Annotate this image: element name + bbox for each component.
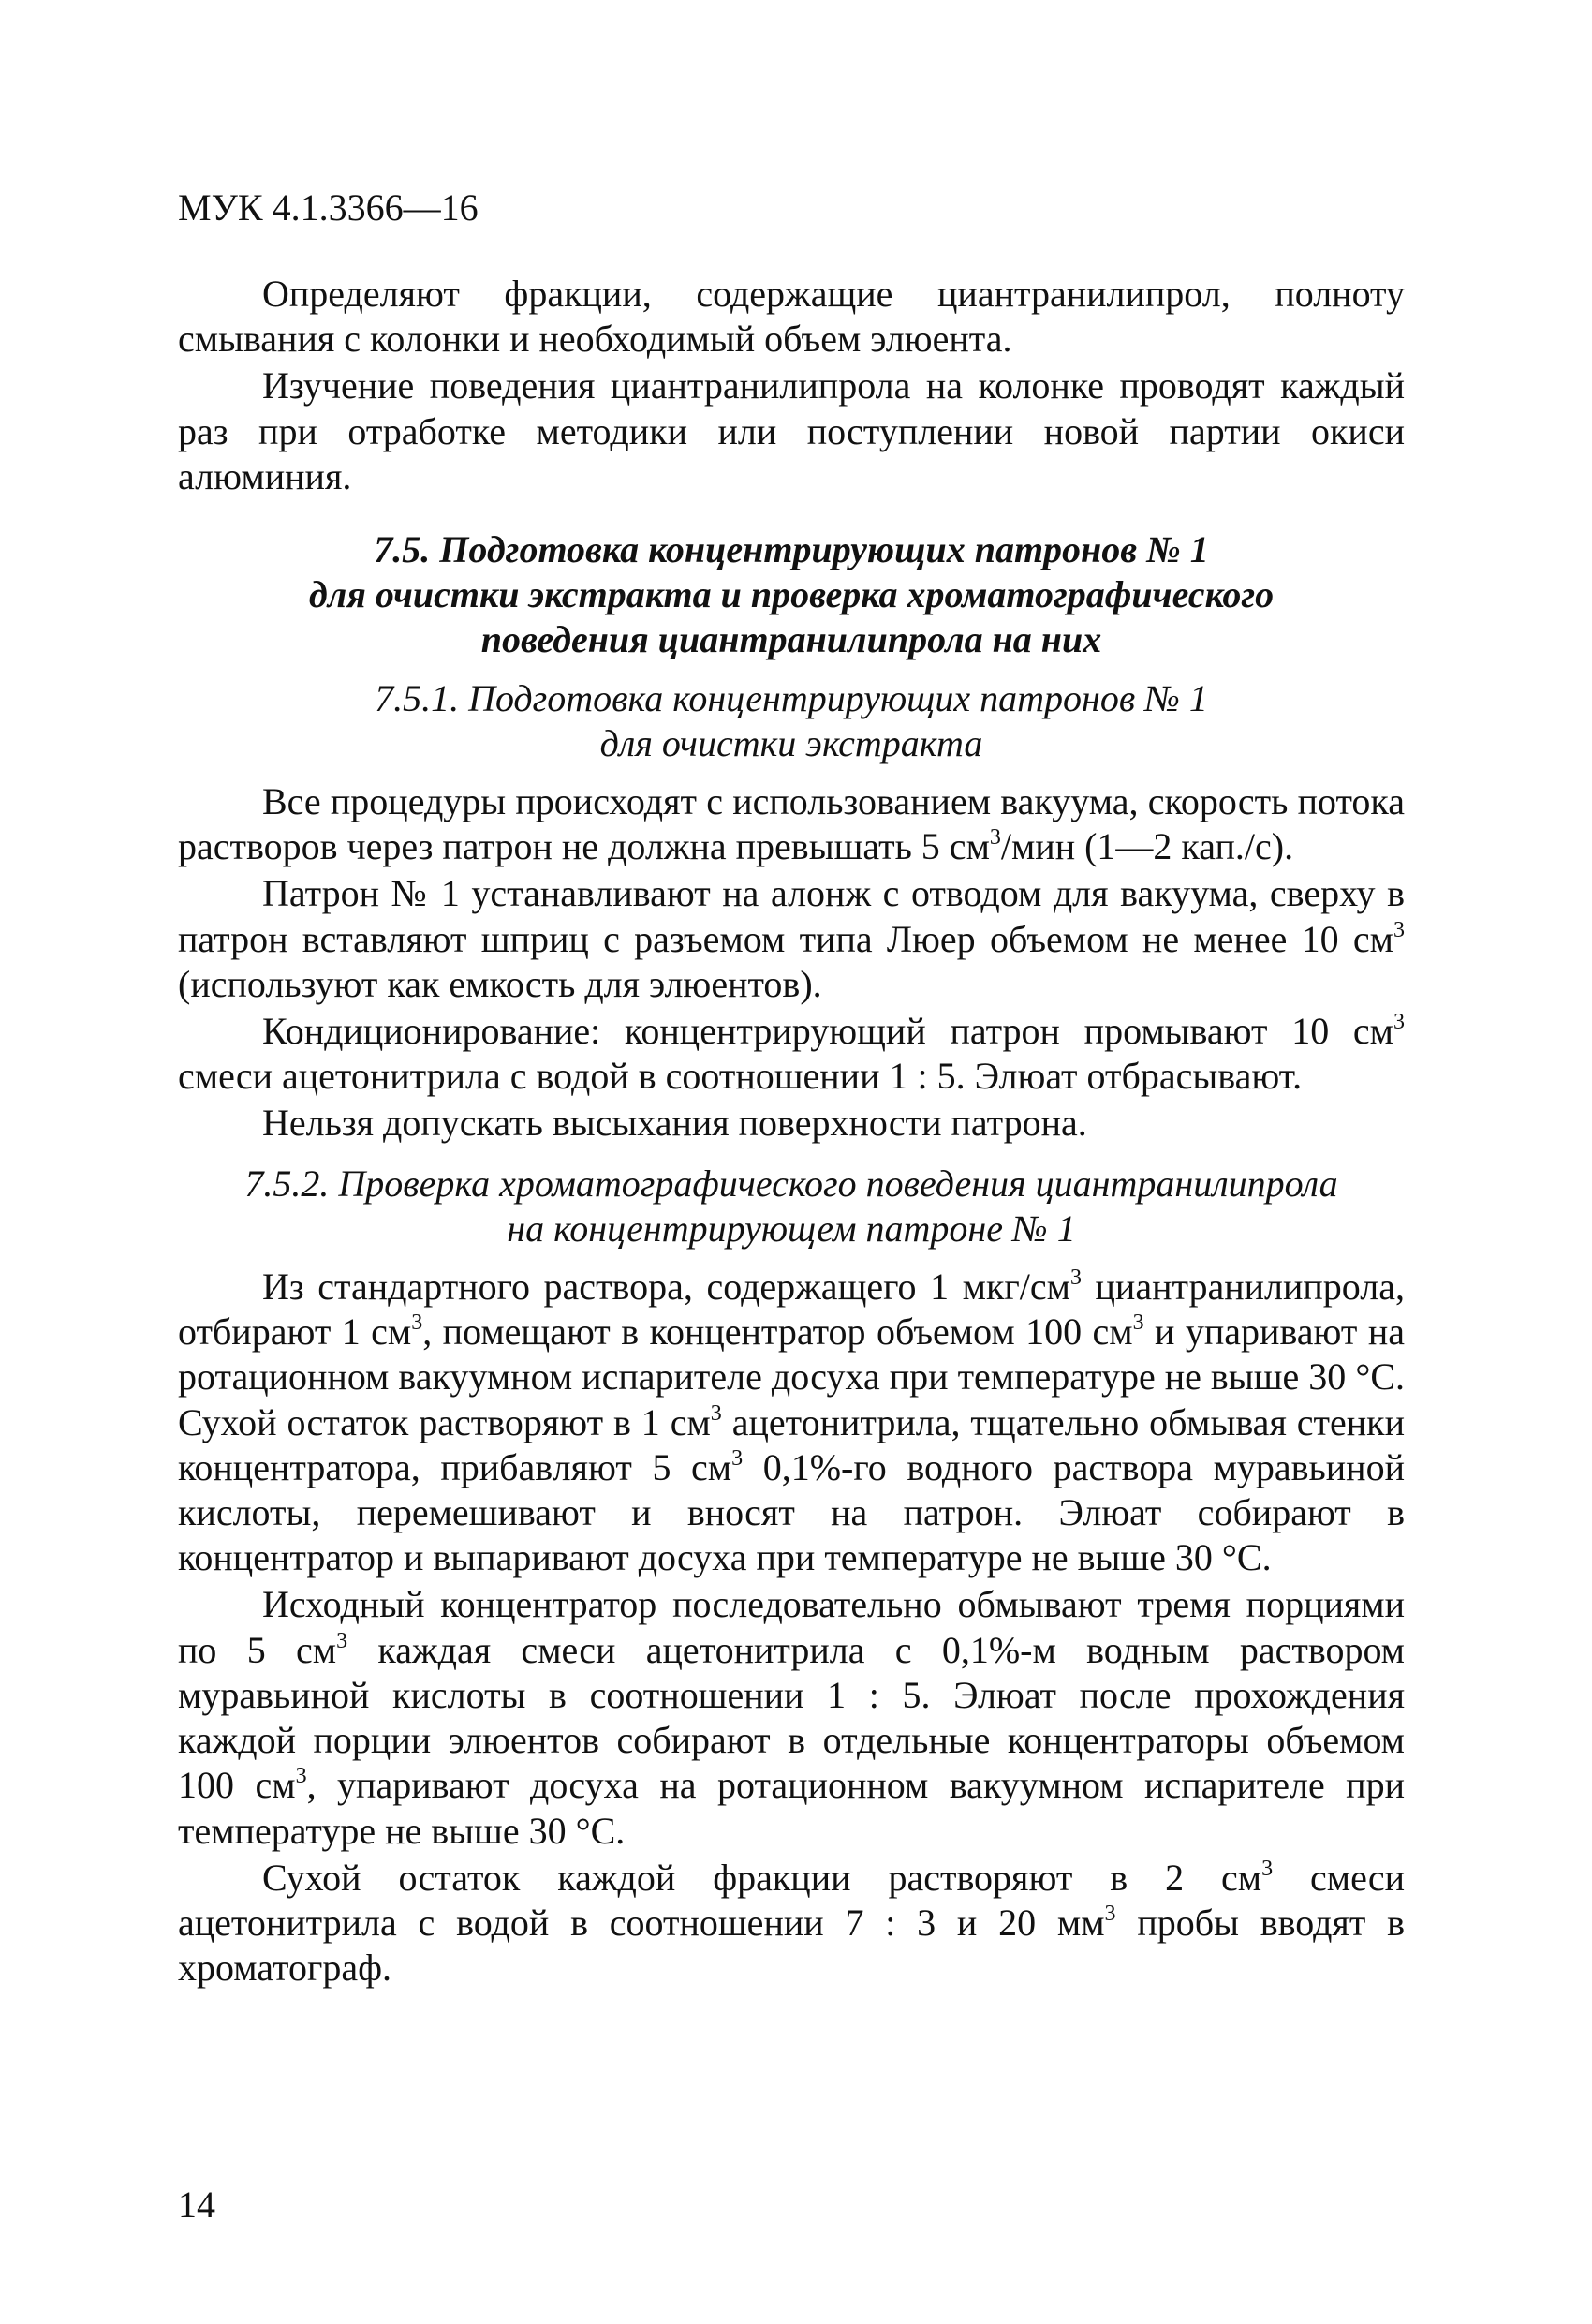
- heading-line: 7.5. Подготовка концентрирующих патронов № 1: [374, 528, 1209, 571]
- text-span: Из стандартного раствора, содержащего 1 мкг/см: [262, 1266, 1070, 1309]
- superscript: 3: [1261, 1856, 1274, 1881]
- text-span: ацетонитрила, тщательно обмывая стенки концентратора, прибавляют 5 см: [178, 1400, 1405, 1488]
- page-content: [178, 272, 1405, 1991]
- superscript: 3: [1393, 917, 1405, 942]
- paragraph-dissolving: [178, 1856, 1405, 1991]
- superscript: 3: [411, 1310, 423, 1336]
- paragraph-fractions: Определяют фракции, содержащие циантранилипрол, полноту смывания с колонки и необходимый объем элюента.: [178, 273, 1405, 361]
- text-span: , помещают в концентратор объемом 100 см: [422, 1310, 1133, 1354]
- text-span: смеси ацетонитрила с водой в соотношении 1 : 5. Элюат отбрасывают.: [178, 1055, 1303, 1098]
- heading-line: на концентрирующем патроне № 1: [507, 1206, 1076, 1250]
- text-span: Кондиционирование: концентрирующий патрон промывают 10 см: [262, 1010, 1393, 1053]
- text-span: /мин (1—2 кап./с).: [1000, 825, 1294, 868]
- text-span: 0,1%-го водного раствора муравьиной кислоты, перемешивают и вносят на патрон. Элюат собирают в концентратор и выпаривают досуха при температуре не выше 30 °С.: [178, 1445, 1405, 1579]
- document-code-header: МУК 4.1.3366—16: [178, 186, 479, 229]
- paragraph-conditioning: [178, 1009, 1405, 1099]
- heading-section-7-5: [178, 527, 1405, 663]
- heading-line: для очистки экстракта и проверка хроматографического: [308, 573, 1275, 616]
- text-span: , упаривают досуха на ротационном вакуумном испарителе при температуре не выше 30 °С.: [178, 1764, 1405, 1852]
- paragraph-vacuum-procedure: [178, 779, 1405, 869]
- superscript: 3: [1069, 1266, 1082, 1291]
- text-span: Сухой остаток каждой фракции растворяют в 2 см: [262, 1856, 1262, 1899]
- paragraph-no-drying: Нельзя допускать высыхания поверхности патрона.: [262, 1102, 1087, 1145]
- text-span: смеси ацетонитрила с водой в соотношении 7 : 3 и 20 мм: [178, 1856, 1405, 1944]
- superscript: 3: [295, 1764, 307, 1789]
- text-span: пробы вводят в хроматограф.: [178, 1901, 1405, 1990]
- superscript: 3: [710, 1400, 722, 1426]
- superscript: 3: [989, 825, 1001, 851]
- text-span: Патрон № 1 устанавливают на алонж с отводом для вакуума, сверху в патрон вставляют шприц с разъемом типа Люер объемом не менее 10 см: [178, 872, 1405, 960]
- heading-section-7-5-1: [178, 676, 1405, 766]
- heading-line: для очистки экстракта: [599, 721, 983, 764]
- heading-line: 7.5.2. Проверка хроматографического поведения циантранилипрола: [244, 1162, 1338, 1205]
- text-span: Исходный концентратор последовательно обмывают тремя порциями по 5 см: [178, 1583, 1405, 1671]
- paragraph-cartridge-setup: [178, 871, 1405, 1007]
- text-span: (используют как емкость для элюентов).: [178, 962, 822, 1005]
- superscript: 3: [1104, 1901, 1116, 1926]
- superscript: 3: [1132, 1310, 1144, 1336]
- heading-section-7-5-2: [178, 1162, 1405, 1251]
- superscript: 3: [336, 1628, 348, 1653]
- paragraph-column-behavior: Изучение поведения циантранилипрола на колонке проводят каждый раз при отработке методики или поступлении новой партии окиси алюминия.: [178, 364, 1405, 497]
- superscript: 3: [731, 1445, 744, 1471]
- text-span: циантранилипрола, отбирают 1 см: [178, 1266, 1405, 1354]
- paragraph-standard-solution: [178, 1265, 1405, 1580]
- heading-line: 7.5.1. Подготовка концентрирующих патронов № 1: [375, 676, 1208, 719]
- text-span: и упаривают на ротационном вакуумном испарителе досуха при температуре не выше 30 °С. Сухой остаток растворяют в 1 см: [178, 1310, 1405, 1443]
- paragraph-rinsing: [178, 1582, 1405, 1853]
- superscript: 3: [1393, 1010, 1405, 1035]
- text-span: Все процедуры происходят с использованием вакуума, скорость потока растворов через патрон не должна превышать 5 см: [178, 780, 1405, 868]
- page-number: 14: [178, 2183, 215, 2226]
- text-span: каждая смеси ацетонитрила с 0,1%-м водным раствором муравьиной кислоты в соотношении 1 : 5. Элюат после прохождения каждой порции элюентов собирают в отдельные концентраторы объемом 100 см: [178, 1628, 1405, 1807]
- heading-line: поведения циантранилипрола на них: [480, 618, 1102, 661]
